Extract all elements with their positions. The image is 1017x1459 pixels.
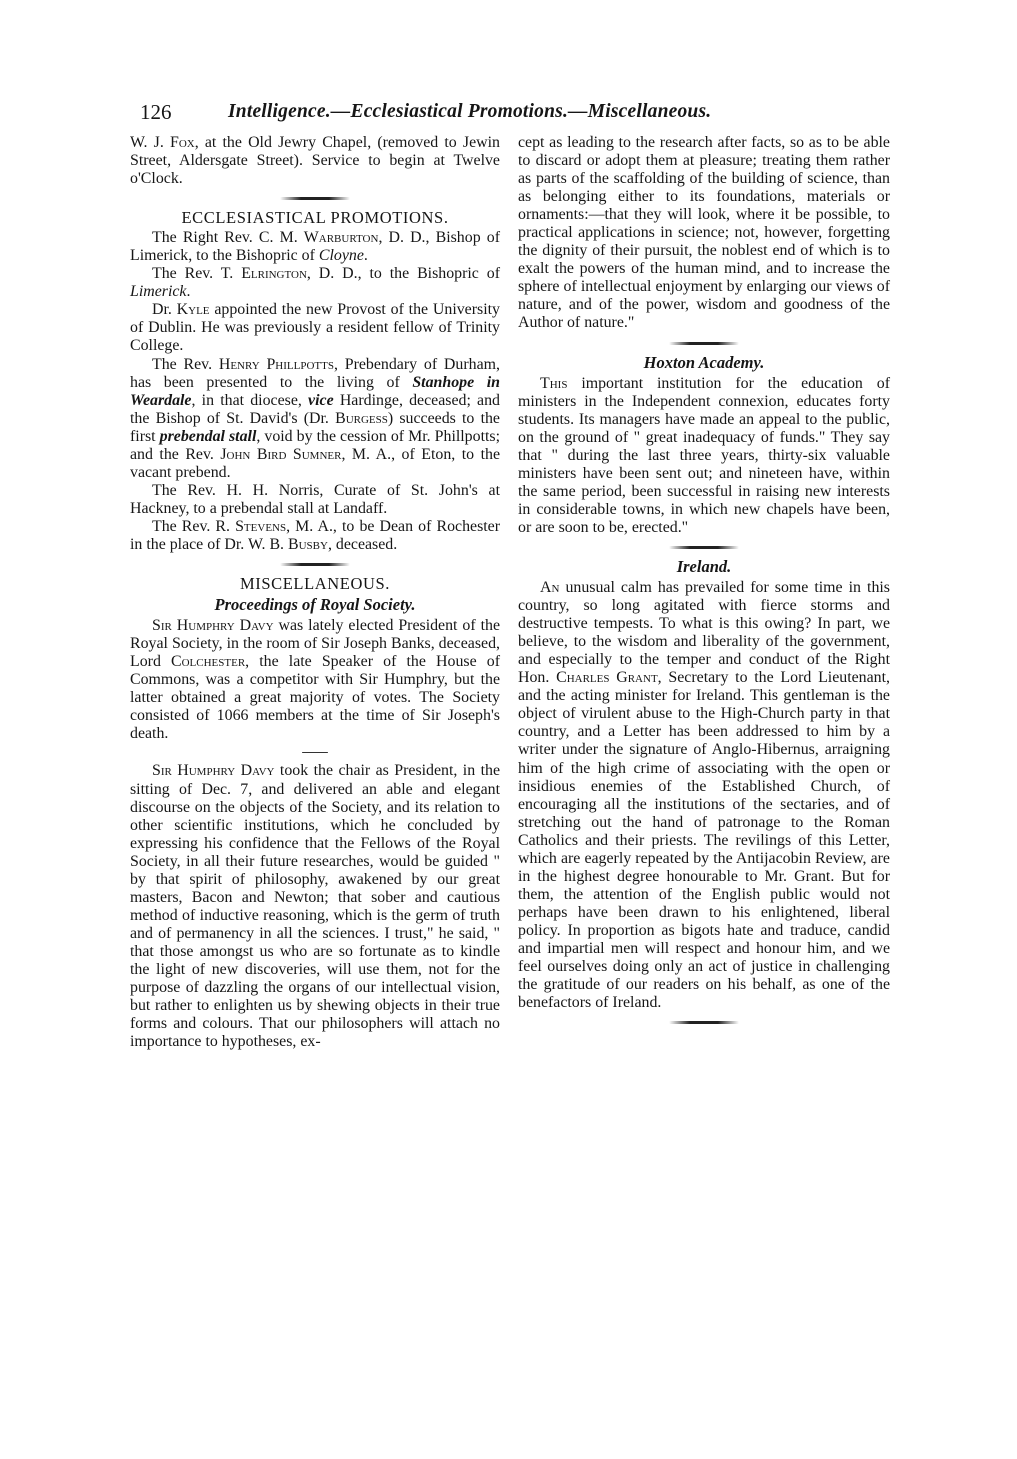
section-divider <box>280 197 350 200</box>
hoxton-academy-heading: Hoxton Academy. <box>643 352 765 372</box>
section-divider <box>669 546 739 549</box>
page-number: 126 <box>140 100 172 124</box>
ecclesiastical-promotions-heading: ECCLESIASTICAL PROMOTIONS. <box>181 208 449 228</box>
left-column <box>130 134 500 1051</box>
hoxton-academy-text: This important institution for the education of ministers in the Independent connexion, educates forty students. Its managers have made an appeal to the public, on the ground of " great inadequacy of funds." They say that " during the last three years, thirty-six valuable ministers have been sent out; and nineteen have, within the same period, been successful in raising new interests in considerable towns, in which new chapels have been, or are soon to be, erected." <box>518 374 890 536</box>
miscellaneous-heading: MISCELLANEOUS. <box>239 574 391 594</box>
fox-notice: W. J. Fox, at the Old Jewry Chapel, (removed to Jewin Street, Aldersgate Street). Service to begin at Twelve o'Clock. <box>130 134 500 188</box>
promotion-stevens: The Rev. R. Stevens, M. A., to be Dean of Rochester in the place of Dr. W. B. Busby, deceased. <box>130 517 501 553</box>
right-column <box>518 134 890 1033</box>
section-divider <box>669 342 739 345</box>
promotion-norris: The Rev. H. H. Norris, Curate of St. John's at Hackney, to a prebendal stall at Landaff. <box>130 481 500 517</box>
short-divider <box>302 752 328 753</box>
running-header <box>140 100 900 128</box>
promotion-elrington: The Rev. T. Elrington, D. D., to the Bishopric of Limerick. <box>130 265 501 301</box>
end-divider <box>669 1021 739 1024</box>
royal-society-discourse: Sir Humphry Davy took the chair as President, in the sitting of Dec. 7, and delivered an able and elegant discourse on the objects of the Society, and its relation to other scientific institutions, which he concluded by expressing his confidence that the Fellows of the Royal Society, in all their future researches, would be guided " by that spirit of philosophy, awakened by our great masters, Bacon and Newton; that sober and cautious method of inductive reasoning, which is the germ of truth and of permanency in all the sciences. I trust," he said, " that those amongst us who are so fortunate as to kindle the light of new discoveries, will use them, not for the purpose of dazzling the organs of our intellectual vision, but rather to enlighten us by shewing objects in their true forms and colours. That our philosophers will attach no importance to hypotheses, ex- <box>130 762 501 1051</box>
promotion-kyle: Dr. Kyle appointed the new Provost of the University of Dublin. He was previously a resident fellow of Trinity College. <box>130 301 500 355</box>
ireland-heading: Ireland. <box>676 556 732 576</box>
section-divider <box>280 563 350 566</box>
ireland-text: An unusual calm has prevailed for some time in this country, so long agitated with fierce storms and destructive tempests. To what is this owing? In part, we believe, to the wisdom and liberality of the government, and especially to the temper and conduct of the Right Hon. Charles Grant, Secretary to the Lord Lieutenant, and the acting minister for Ireland. This gentleman is the object of virulent abuse to the High-Church party in that country, and a Letter has been addressed to him by a writer under the signature of Anglo-Hibernus, arraigning him of the high crime of associating with the open or insidious enemies of the Established Church, of encouraging all the institutions of the sectaries, and of stretching out the hand of patronage to the Roman Catholics and their priests. The revilings of this Letter, which are eagerly repeated by the Antijacobin Review, are in the highest degree honourable to Mr. Grant. But for them, the attention of the English public would not perhaps have been drawn to his enlightened, liberal policy. In proportion as bigots hate and traduce, candid and impartial men will respect and honour him, and we feel ourselves doing only an act of justice in challenging the gratitude of our readers on his behalf, as one of the benefactors of Ireland. <box>518 579 891 1012</box>
royal-society-election: Sir Humphry Davy was lately elected President of the Royal Society, in the room of Sir Joseph Banks, deceased, Lord Colchester, the late Speaker of the House of Commons, was a competitor with Sir Humphry, but the latter obtained a great majority of votes. The Society consisted of 1066 members at the time of Sir Joseph's death. <box>130 617 501 743</box>
running-title: Intelligence.—Ecclesiastical Promotions.—Miscellaneous. <box>228 101 712 122</box>
promotion-phillpotts: The Rev. Henry Phillpotts, Prebendary of Durham, has been presented to the living of Stanhope in Weardale, in that diocese, vice Hardinge, deceased; and the Bishop of St. David's (Dr. Burgess) succeeds to the first prebendal stall, void by the cession of Mr. Phillpotts; and the Rev. John Bird Sumner, M. A., of Eton, to the vacant prebend. <box>130 355 501 481</box>
promotion-warburton: The Right Rev. C. M. Warburton, D. D., Bishop of Limerick, to the Bishopric of Cloyne. <box>130 229 500 265</box>
royal-society-heading: Proceedings of Royal Society. <box>214 595 416 615</box>
discourse-continuation: cept as leading to the research after facts, so as to be able to discard or adopt them at pleasure; treating them rather as parts of the scaffolding of the building of science, than as belonging either to its foundations, materials or ornaments:—that they will look, where it be possible, to practical applications in science; not, however, forgetting the dignity of their pursuit, the noblest end of which is to exalt the powers of the human mind, and to increase the sphere of intellectual enjoyment by enlarging our views of nature, and of the power, wisdom and goodness of the Author of nature." <box>518 134 890 332</box>
